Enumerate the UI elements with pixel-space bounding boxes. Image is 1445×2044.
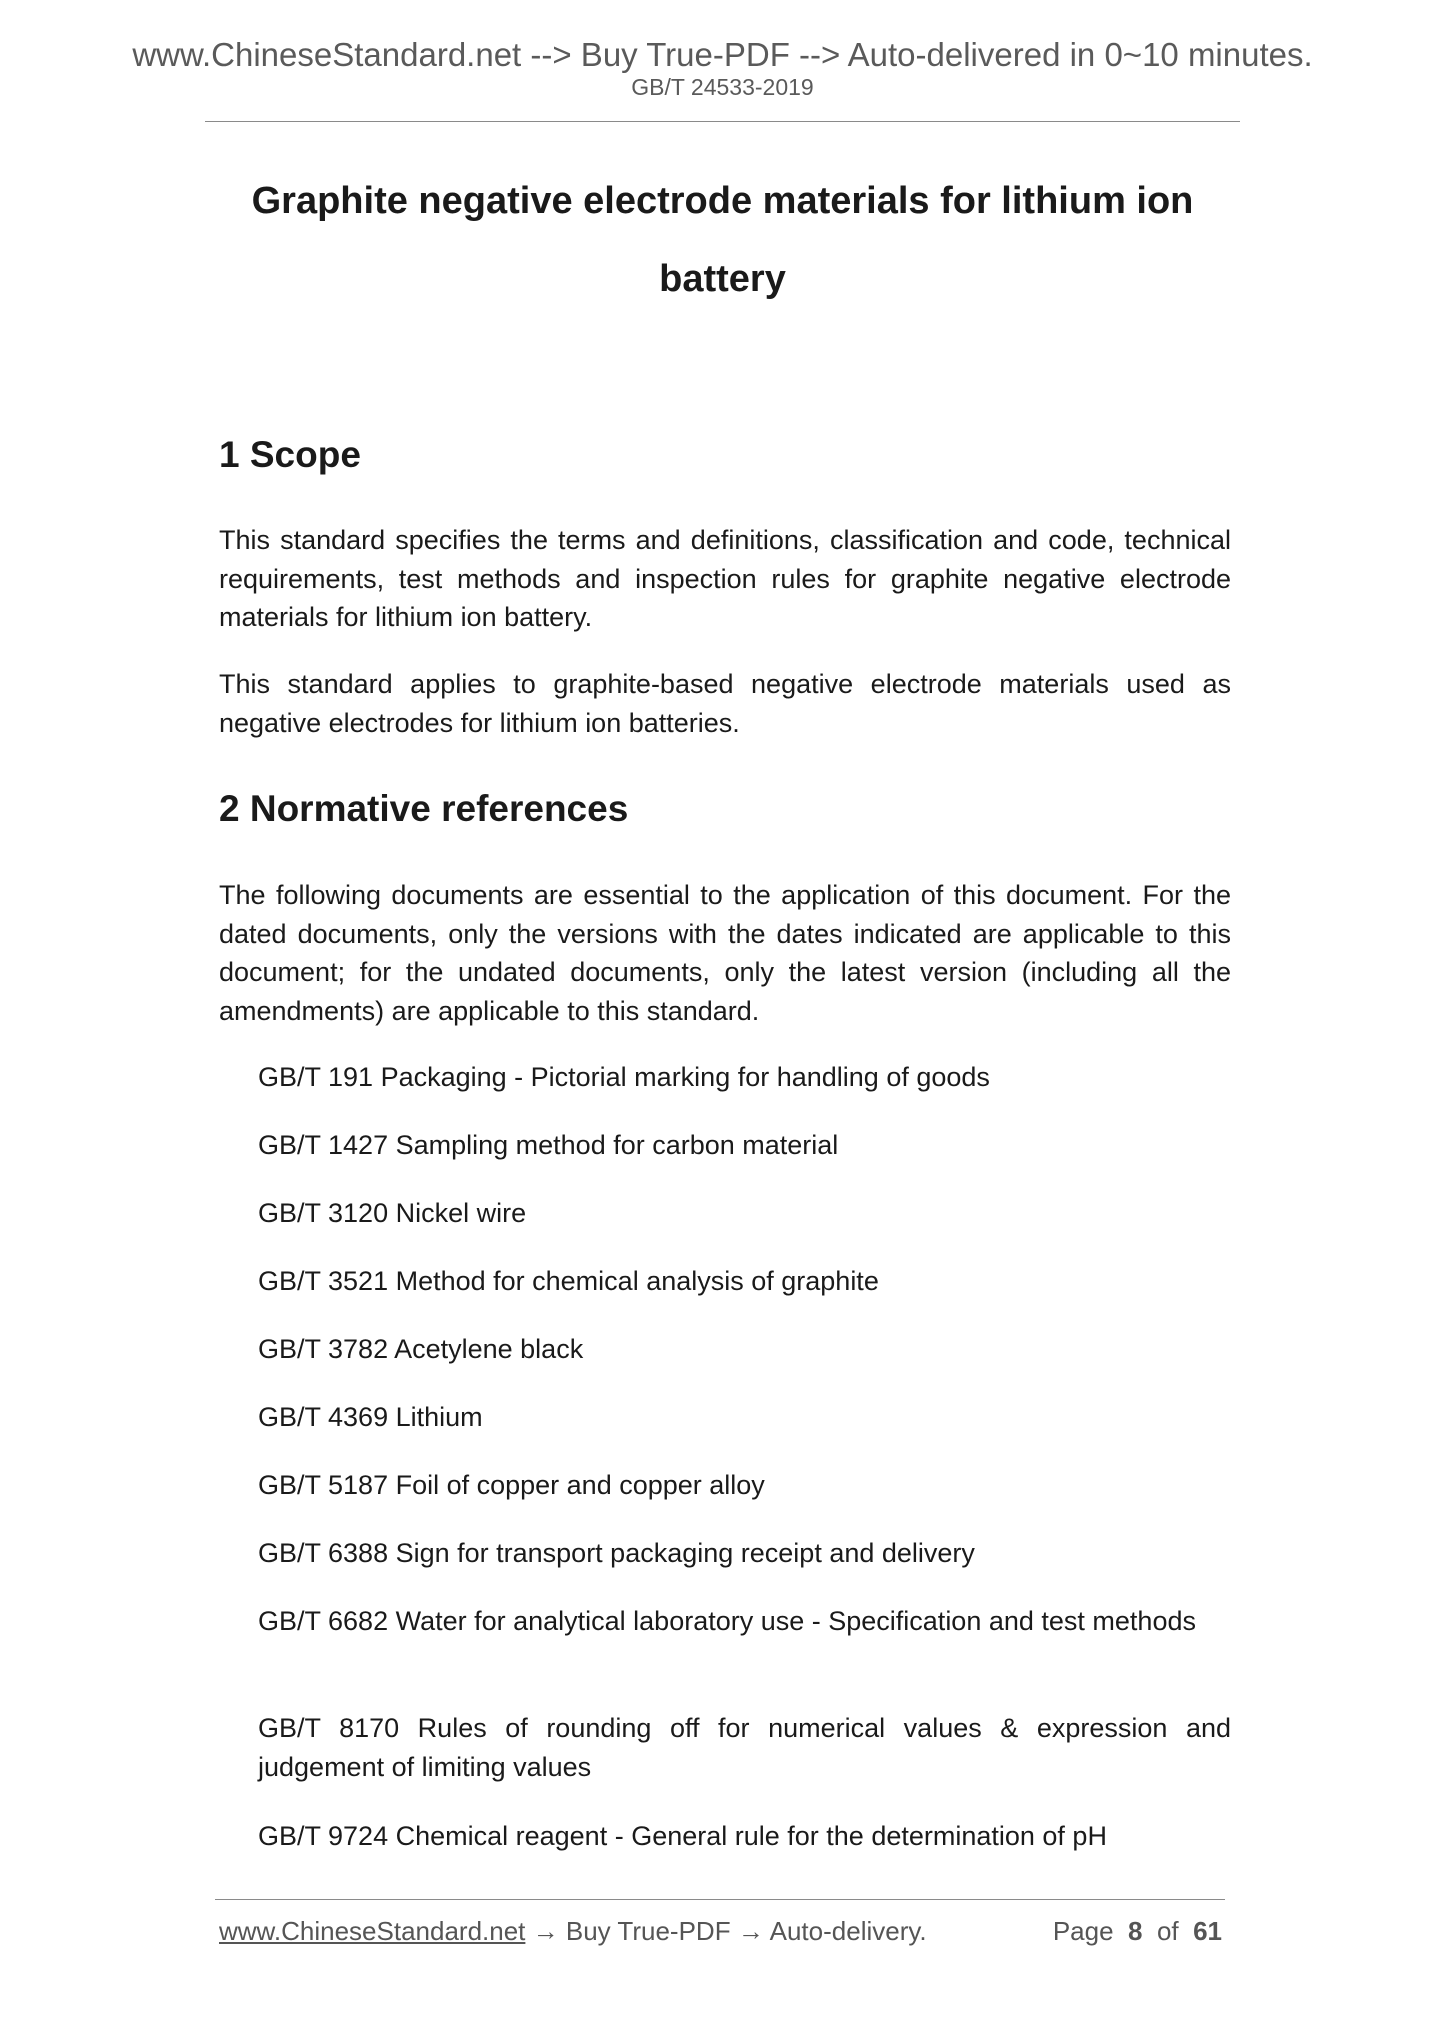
reference-item-gbt-3521: GB/T 3521 Method for chemical analysis of graphite [258,1266,879,1296]
auto-delivery-text: Auto-delivery. [769,1916,927,1946]
arrow-right-icon: → [532,1916,559,1946]
page-total: 61 [1193,1916,1222,1946]
footer-promo [219,1918,927,1944]
reference-item-gbt-4369: GB/T 4369 Lithium [258,1402,483,1432]
reference-item-gbt-6682: GB/T 6682 Water for analytical laboratory use - Specification and test methods [258,1606,1196,1636]
standard-code: GB/T 24533-2019 [631,74,814,100]
section-heading-scope: 1 Scope [219,434,361,475]
references-intro-paragraph: The following documents are essential to the application of this document. For the dated documents, only the versions with the dates indicated are applicable to this document; for the undated documents, only the latest version (including all the amendments) are applicable to this standard. [219,880,1231,1026]
reference-item-gbt-8170: GB/T 8170 Rules of rounding off for numerical values & expression and judgement of limiting values [258,1713,1231,1782]
reference-item-gbt-9724: GB/T 9724 Chemical reagent - General rule for the determination of pH [258,1821,1107,1851]
reference-item-gbt-191: GB/T 191 Packaging - Pictorial marking for handling of goods [258,1062,990,1092]
reference-item-gbt-5187: GB/T 5187 Foil of copper and copper alloy [258,1470,765,1500]
scope-paragraph-2: This standard applies to graphite-based negative electrode materials used as negative electrodes for lithium ion batteries. [219,669,1231,738]
reference-item-gbt-6388: GB/T 6388 Sign for transport packaging receipt and delivery [258,1538,975,1568]
chinesestandard-link[interactable]: www.ChineseStandard.net [219,1916,526,1946]
page-current: 8 [1128,1916,1143,1946]
section-heading-normative-references: 2 Normative references [219,788,629,829]
reference-item-gbt-1427: GB/T 1427 Sampling method for carbon material [258,1130,839,1160]
footer-divider [215,1899,1225,1900]
page-of-label: of [1156,1916,1179,1946]
buy-true-pdf-text: Buy True-PDF [565,1916,731,1946]
page-number [1053,1918,1222,1944]
header-divider [205,121,1240,122]
arrow-right-icon: → [737,1916,764,1946]
page-label: Page [1052,1916,1114,1946]
reference-item-gbt-3782: GB/T 3782 Acetylene black [258,1334,584,1364]
header-banner: www.ChineseStandard.net --> Buy True-PDF --> Auto-delivered in 0~10 minutes. [132,36,1313,73]
document-title: Graphite negative electrode materials for lithium ion battery [251,180,1194,300]
reference-item-gbt-3120: GB/T 3120 Nickel wire [258,1198,527,1228]
scope-paragraph-1: This standard specifies the terms and definitions, classification and code, technical requirements, test methods and inspection rules for graphite negative electrode materials for lithium ion battery. [219,525,1231,632]
